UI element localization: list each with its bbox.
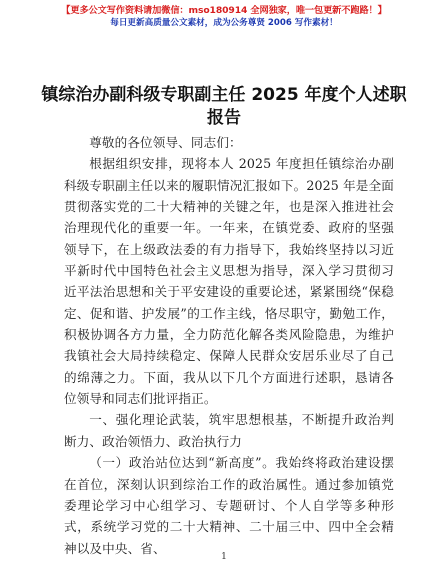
page-number: 1 [221,552,227,562]
promo-banner-line2: 每日更新高质量公文素材，成为公务尊贤 2006 写作素材！ [110,18,338,28]
subsection-paragraph: （一）政治站位达到“新高度”。我始终将政治建设摆在首位，深刻认识到综治工作的政治属性。通过参加镇党委理论学习中心组学习、专题研讨、个人自学等多种形式，系统学习党的二十大精神、二十届三中、四中全会精神以及中央、省、 [64,455,394,556]
promo-banner-line1: 【更多公文写作资料请加微信：mso180914 全网独家，唯一包更新不跑路！】 [61,5,387,16]
promo-banner [0,4,448,30]
document-title-continued: 报告 [207,108,241,128]
document-body [64,130,394,559]
document-title: 镇综治办副科级专职副主任 2025 年度个人述职 [41,85,407,105]
section-heading: 一、强化理论武装，筑牢思想根基，不断提升政治判断力、政治领悟力、政治执行力 [64,412,394,449]
intro-paragraph: 根据组织安排，现将本人 2025 年度担任镇综治办副科级专职副主任以来的履职情况汇报如下。2025 年是全面贯彻落实党的二十大精神的关键之年，也是深入推进社会治理现代化的重要一年。一年来，在镇党委、政府的坚强领导下，在上级政法委的有力指导下，我始终坚持以习近平新时代中国特色社会主义思想为指导，深入学习贯彻习近平法治思想和关于平安建设的重要论述，紧紧围绕“保稳定、促和谐、护发展”的工作主线，恪尽职守，勤勉工作，积极协调各方力量，全力防范化解各类风险隐患，为维护我镇社会大局持续稳定、保障人民群众安居乐业尽了自己的绵薄之力。下面，我从以下几个方面进行述职，恳请各位领导和同志们批评指正。 [64,156,394,407]
greeting: 尊敬的各位领导、同志们： [89,135,242,150]
